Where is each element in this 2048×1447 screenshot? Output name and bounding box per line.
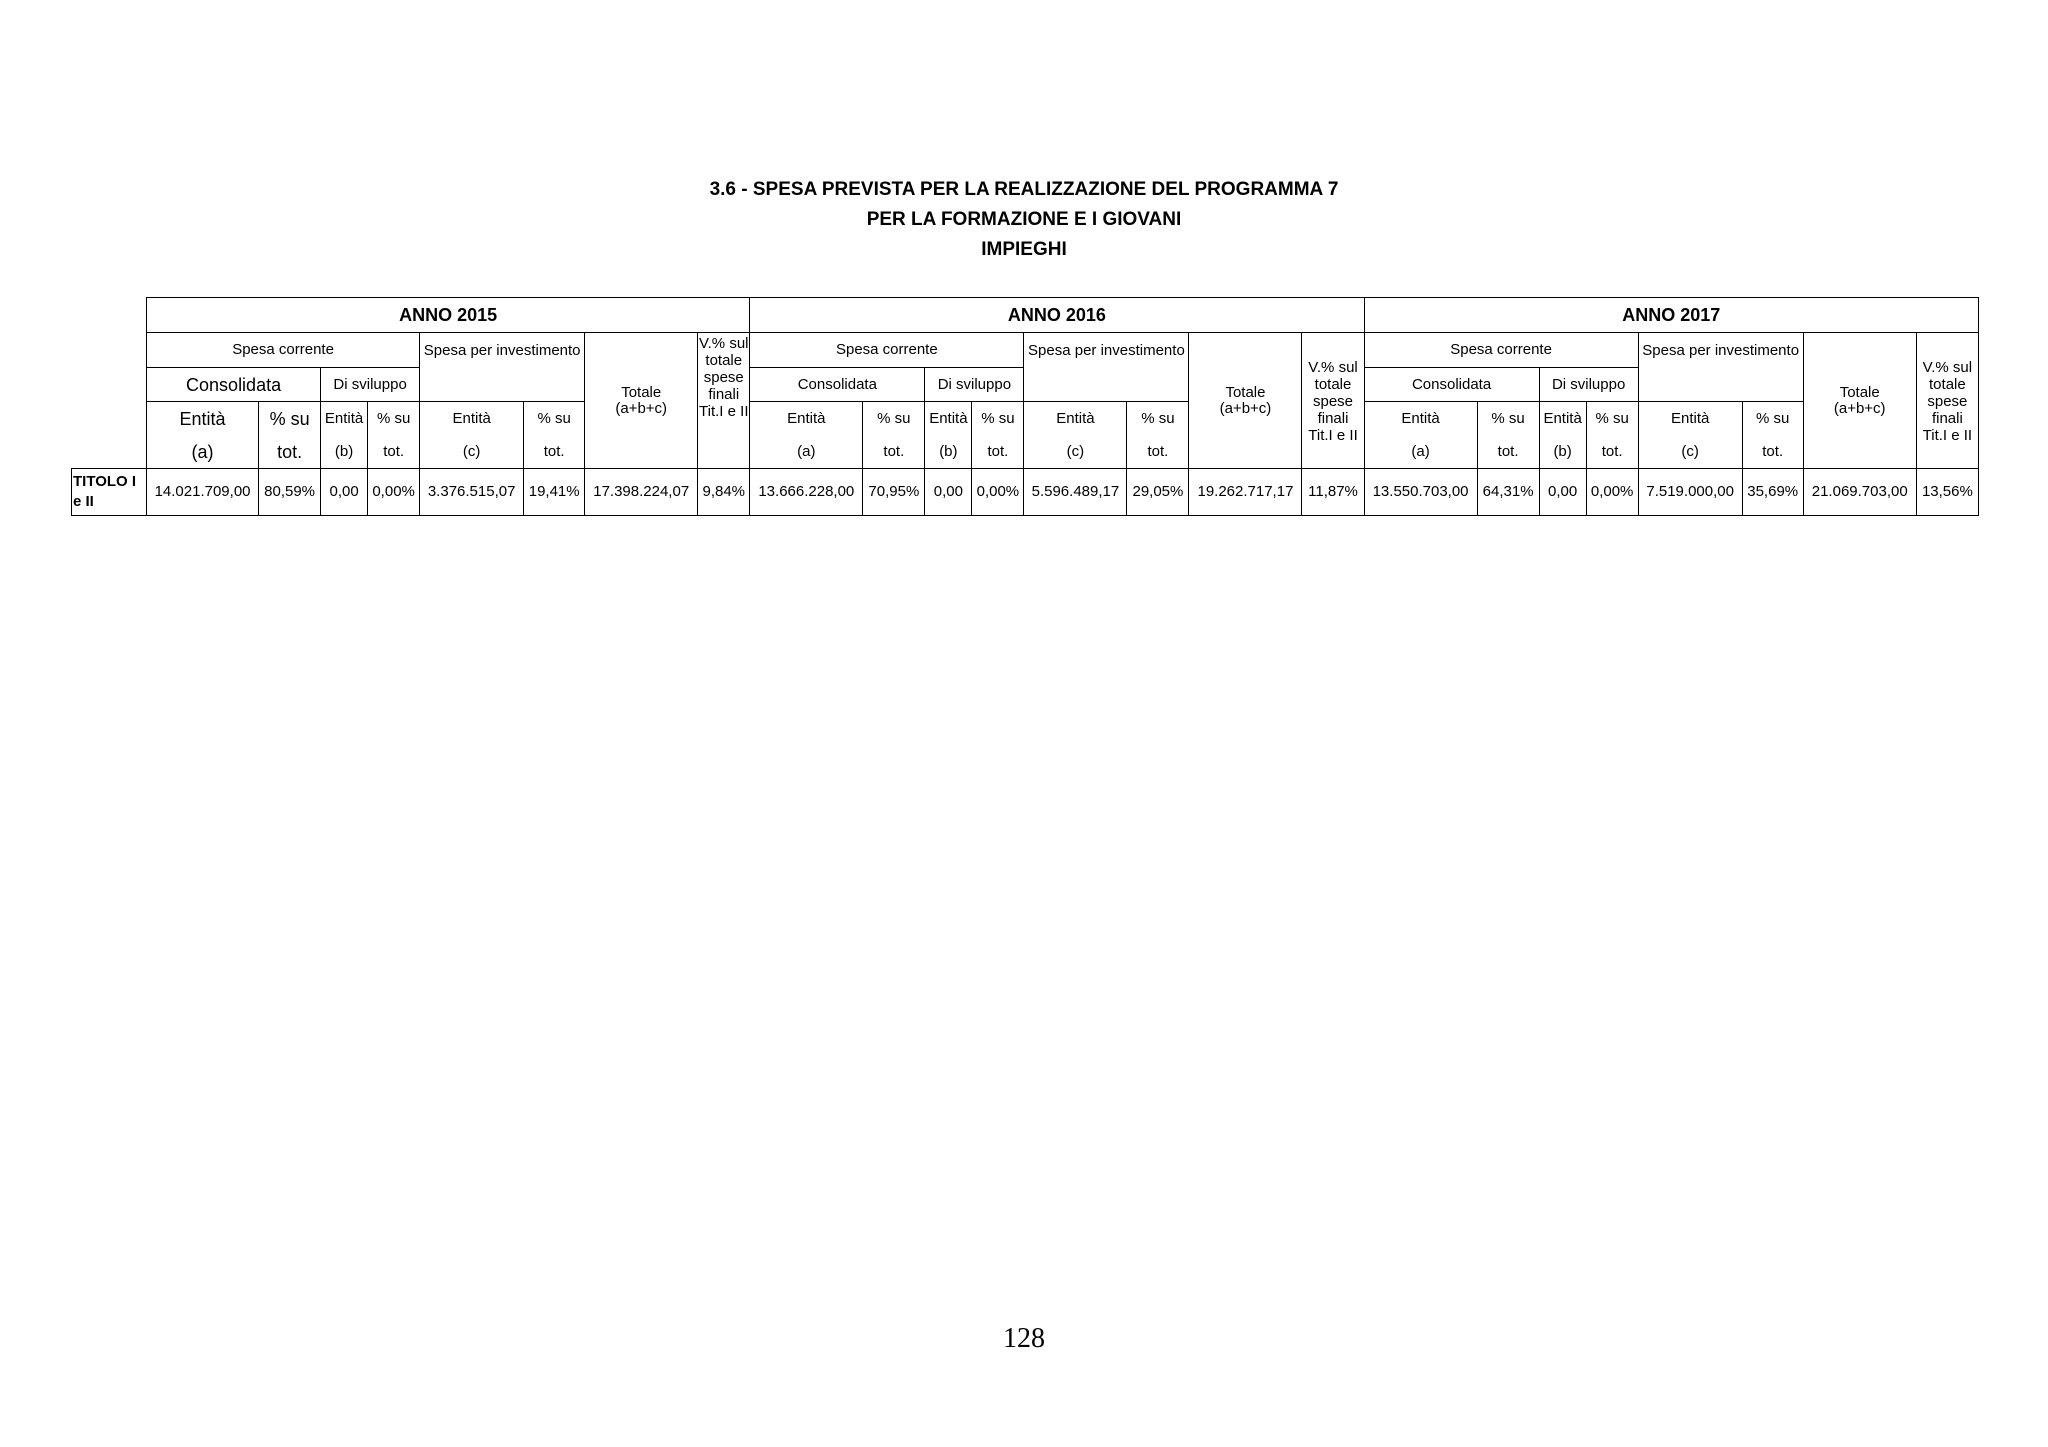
consolidata-header-2016: Consolidata (750, 368, 925, 402)
entita-b-header-2017: Entità (1539, 402, 1586, 436)
consolidata-header-2015: Consolidata (147, 368, 321, 402)
pct-a-header-2015: % su (259, 402, 321, 436)
v-pct-header-2017: V.% sul totale spese finali Tit.I e II (1916, 333, 1978, 469)
spesa-investimento-header-2017: Spesa per investimento (1638, 333, 1803, 368)
title-line-3: IMPIEGHI (981, 239, 1067, 260)
cell-2016-sviluppo-pct: 0,00% (972, 469, 1024, 516)
cell-2015-investimento-pct: 19,41% (524, 469, 585, 516)
cell-2017-totale: 21.069.703,00 (1803, 469, 1916, 516)
c-label-2016: (c) (1024, 435, 1127, 469)
a-label-2015: (a) (147, 435, 259, 469)
pct-a-header-2017: % su (1477, 402, 1539, 436)
tot-a-label-2017: tot. (1477, 435, 1539, 469)
spesa-corrente-header-2017: Spesa corrente (1364, 333, 1638, 368)
pct-c-header-2016: % su (1127, 402, 1189, 436)
year-header-2017: ANNO 2017 (1364, 298, 1978, 333)
cell-2015-consolidata-pct: 80,59% (259, 469, 321, 516)
tot-b-label-2016: tot. (972, 435, 1024, 469)
tot-b-label-2017: tot. (1586, 435, 1638, 469)
cell-2015-consolidata-entita: 14.021.709,00 (147, 469, 259, 516)
v-pct-header-2016: V.% sul totale spese finali Tit.I e II (1302, 333, 1364, 469)
a-label-2017: (a) (1364, 435, 1477, 469)
c-label-2015: (c) (420, 435, 524, 469)
pct-b-header-2015: % su (368, 402, 420, 436)
title-line-2: PER LA FORMAZIONE E I GIOVANI (866, 209, 1182, 230)
di-sviluppo-header-2017: Di sviluppo (1539, 368, 1638, 402)
cell-2016-v-pct: 11,87% (1302, 469, 1364, 516)
title-line-1: 3.6 - SPESA PREVISTA PER LA REALIZZAZIONE DEL PROGRAMMA 7 (709, 179, 1339, 200)
cell-2017-sviluppo-pct: 0,00% (1586, 469, 1638, 516)
investimento-spacer-2017 (1638, 368, 1803, 402)
tot-a-label-2016: tot. (863, 435, 925, 469)
entita-c-header-2017: Entità (1638, 402, 1742, 436)
b-label-2016: (b) (925, 435, 972, 469)
pct-b-header-2017: % su (1586, 402, 1638, 436)
di-sviluppo-header-2015: Di sviluppo (321, 368, 420, 402)
year-header-2016: ANNO 2016 (750, 298, 1364, 333)
pct-a-header-2016: % su (863, 402, 925, 436)
spending-table (71, 297, 1979, 516)
corner-blank (72, 298, 147, 469)
a-label-2016: (a) (750, 435, 863, 469)
entita-b-header-2016: Entità (925, 402, 972, 436)
cell-2016-consolidata-pct: 70,95% (863, 469, 925, 516)
cell-2017-consolidata-pct: 64,31% (1477, 469, 1539, 516)
v-pct-header-2015: V.% sul totale spese finali Tit.I e II (698, 333, 750, 469)
di-sviluppo-header-2016: Di sviluppo (925, 368, 1024, 402)
spesa-investimento-header-2015: Spesa per investimento (420, 333, 585, 368)
cell-2015-sviluppo-pct: 0,00% (368, 469, 420, 516)
cell-2015-v-pct: 9,84% (698, 469, 750, 516)
cell-2016-investimento-entita: 5.596.489,17 (1024, 469, 1127, 516)
cell-2017-investimento-pct: 35,69% (1742, 469, 1803, 516)
spesa-investimento-header-2016: Spesa per investimento (1024, 333, 1189, 368)
totale-header-2015 (585, 333, 698, 469)
cell-2016-consolidata-entita: 13.666.228,00 (750, 469, 863, 516)
spesa-corrente-header-2016: Spesa corrente (750, 333, 1024, 368)
b-label-2015: (b) (321, 435, 368, 469)
totale-label-2015: Totale (a+b+c) (615, 383, 668, 417)
tot-c-label-2015: tot. (524, 435, 585, 469)
cell-2015-totale: 17.398.224,07 (585, 469, 698, 516)
investimento-spacer-2016 (1024, 368, 1189, 402)
tot-c-label-2017: tot. (1742, 435, 1803, 469)
cell-2015-sviluppo-entita: 0,00 (321, 469, 368, 516)
entita-a-header-2017: Entità (1364, 402, 1477, 436)
consolidata-header-2017: Consolidata (1364, 368, 1539, 402)
cell-2016-totale: 19.262.717,17 (1189, 469, 1302, 516)
tot-a-label-2015: tot. (259, 435, 321, 469)
spesa-corrente-header-2015: Spesa corrente (147, 333, 420, 368)
cell-2017-sviluppo-entita: 0,00 (1539, 469, 1586, 516)
entita-a-header-2015: Entità (147, 402, 259, 436)
entita-c-header-2015: Entità (420, 402, 524, 436)
b-label-2017: (b) (1539, 435, 1586, 469)
totale-label-2017: Totale (a+b+c) (1833, 383, 1886, 417)
page-number: 128 (1003, 1323, 1045, 1354)
totale-header-2016 (1189, 333, 1302, 469)
tot-c-label-2016: tot. (1127, 435, 1189, 469)
table-row (72, 469, 1979, 516)
investimento-spacer-2015 (420, 368, 585, 402)
c-label-2017: (c) (1638, 435, 1742, 469)
entita-b-header-2015: Entità (321, 402, 368, 436)
cell-2015-investimento-entita: 3.376.515,07 (420, 469, 524, 516)
totale-header-2017 (1803, 333, 1916, 469)
cell-2016-investimento-pct: 29,05% (1127, 469, 1189, 516)
entita-a-header-2016: Entità (750, 402, 863, 436)
cell-2017-v-pct: 13,56% (1916, 469, 1978, 516)
pct-b-header-2016: % su (972, 402, 1024, 436)
pct-c-header-2017: % su (1742, 402, 1803, 436)
tot-b-label-2015: tot. (368, 435, 420, 469)
entita-c-header-2016: Entità (1024, 402, 1127, 436)
cell-2017-consolidata-entita: 13.550.703,00 (1364, 469, 1477, 516)
pct-c-header-2015: % su (524, 402, 585, 436)
cell-2016-sviluppo-entita: 0,00 (925, 469, 972, 516)
year-header-2015: ANNO 2015 (147, 298, 750, 333)
document-title (0, 175, 2048, 265)
row-label-titolo: TITOLO I e II (72, 469, 147, 516)
totale-label-2016: Totale (a+b+c) (1219, 383, 1272, 417)
cell-2017-investimento-entita: 7.519.000,00 (1638, 469, 1742, 516)
